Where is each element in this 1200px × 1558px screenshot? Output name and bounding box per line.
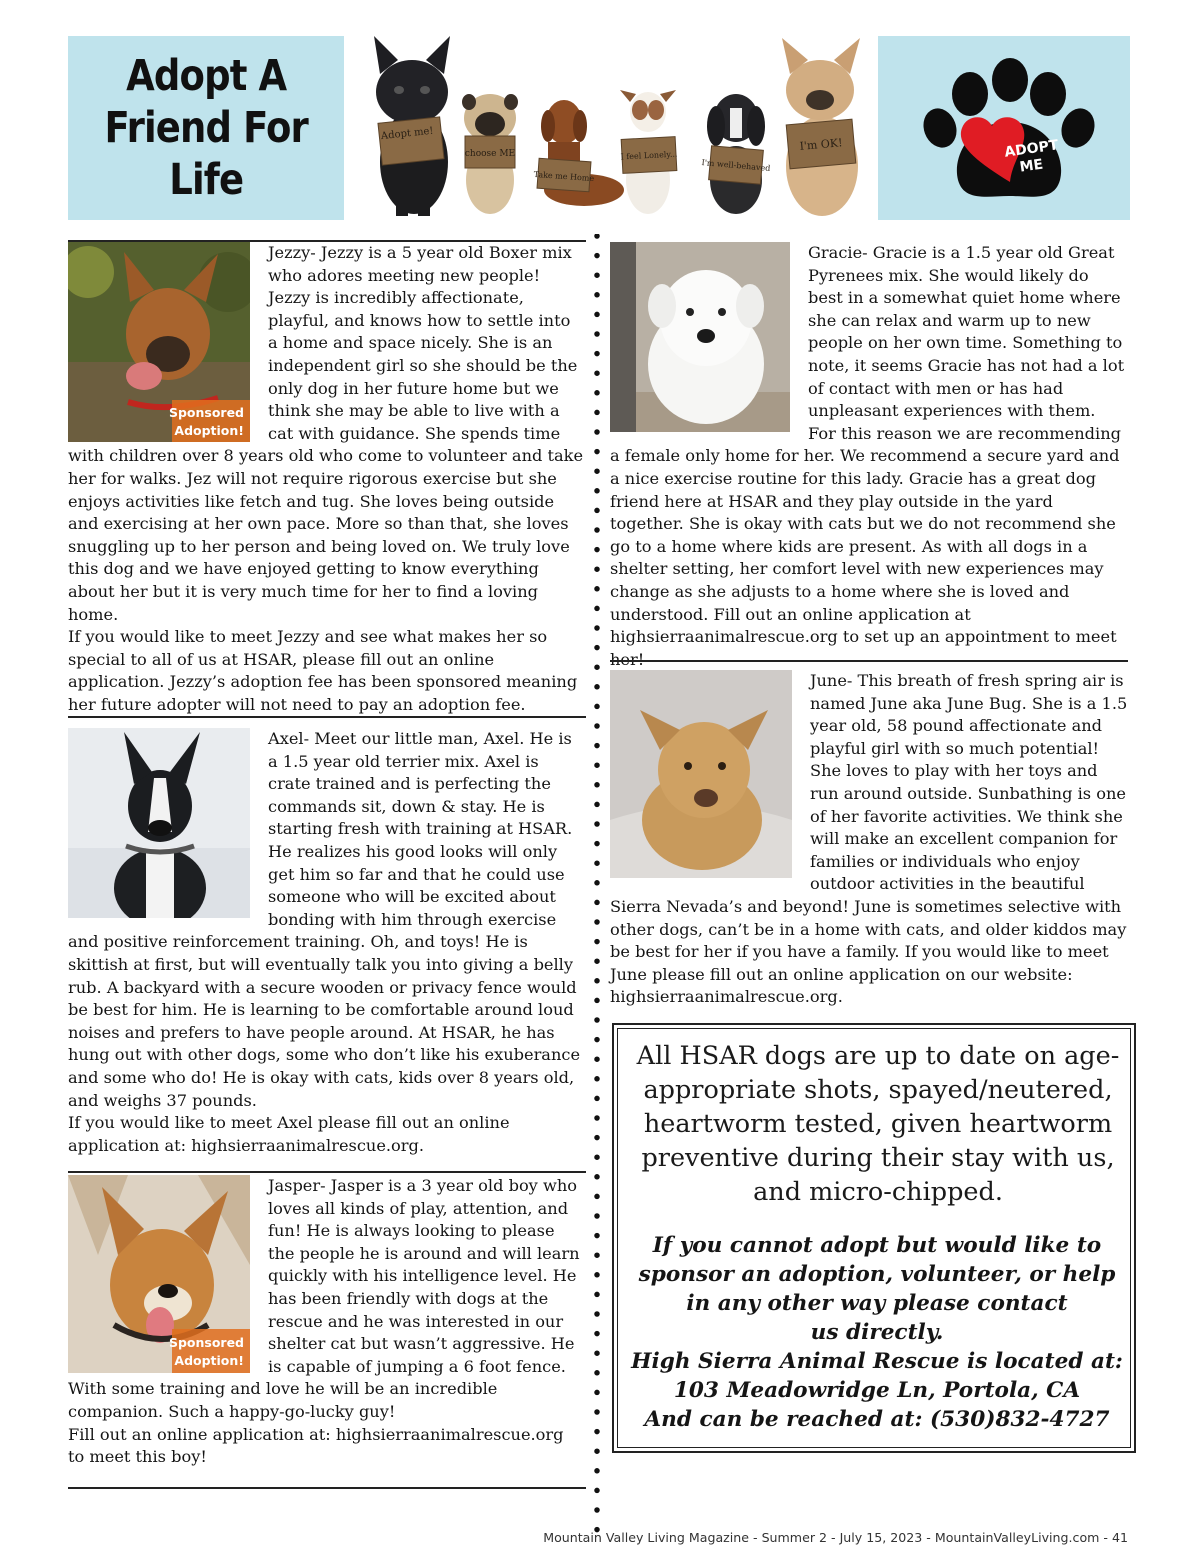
contact-info	[622, 1231, 1132, 1434]
header-title-box	[68, 36, 344, 220]
facts-line: preventive during their stay with us,	[641, 1143, 1115, 1173]
sponsored-label: Adoption!	[174, 1353, 244, 1368]
health-facts	[634, 1039, 1122, 1209]
title-line: Friend For	[104, 103, 308, 153]
pet-card-gracie	[610, 242, 1128, 671]
jasper-photo	[68, 1175, 250, 1373]
sign	[701, 146, 771, 184]
sign	[786, 119, 856, 169]
sign-text: choose ME	[464, 149, 516, 159]
page-footer: Mountain Valley Living Magazine - Summer 2 - July 15, 2023 - MountainValleyLiving.com - 41	[543, 1530, 1128, 1545]
dogs-with-signs-image	[352, 30, 874, 220]
contact-line: 103 Meadowridge Ln, Portola, CA	[673, 1378, 1081, 1403]
sponsored-label: Adoption!	[174, 423, 244, 438]
pet-card-jasper	[68, 1175, 584, 1469]
sign-text: I'm well-behaved	[701, 158, 771, 173]
section-divider	[68, 1487, 586, 1489]
june-description: June- This breath of fresh spring air is named June aka June Bug. She is a 1.5 year old, 58 pound affectionate and playful girl with so much potential! She loves to play with her toys and run around outside. Sunbathing is one of her favorite activities. We think she will make an excellent companion for families or individuals who enjoy outdoor activities in the beautiful Sierra Nevada’s and beyond! June is sometimes selective with other dogs, can’t be in a home with cats, and older kiddos may be best for her if you have a family. If you would like to meet June please fill out an online application on our website: highsierraanimalrescue.org.	[610, 671, 1128, 1007]
page-title	[104, 50, 307, 206]
contact-line: us directly.	[810, 1320, 944, 1345]
contact-line: And can be reached at: (530)832-4727	[644, 1407, 1110, 1432]
sign-text: I feel Lonely...	[620, 149, 678, 162]
sign	[620, 137, 677, 174]
pet-card-june	[610, 670, 1128, 1009]
sign-text: Adopt me!	[380, 125, 434, 143]
gracie-description: Gracie- Gracie is a 1.5 year old Great Pyrenees mix. She would likely do best in a somewhat quiet home where she can relax and warm up to new people on her own time. Something to note, it seems Gracie has not had a lot of contact with men or has had unpleasant experiences with them. For this reason we are recommending a female only home for her. We recommend a secure yard and a nice exercise routine for this lady. Gracie has a great dog friend here at HSAR and they play outside in the yard together. She is okay with cats but we do not recommend she go to a home where kids are present. As with all dogs in a shelter setting, her comfort level with new experiences may change as she adjusts to a home where she is loved and understood. Fill out an online application at highsierraanimalrescue.org to set up an appointment to meet her!	[610, 243, 1125, 669]
june-photo	[610, 670, 792, 878]
sign	[533, 158, 594, 192]
pet-card-jezzy	[68, 242, 584, 716]
jasper-description: Jasper- Jasper is a 3 year old boy who loves all kinds of play, attention, and fun! He is always looking to please the people he is around and will learn quickly with his intelligence level. He has been friendly with dogs at the rescue and he was interested in our shelter cat but wasn’t aggressive. He is capable of jumping a 6 foot fence. With some training and love he will be an incredible companion. Such a happy-go-lucky guy!	[68, 1176, 580, 1421]
badge-text: ME	[1018, 156, 1045, 176]
facts-line: All HSAR dogs are up to date on age-	[636, 1041, 1120, 1071]
axel-call-to-action: If you would like to meet Axel please fill out an online application at: highsierraanimalrescue.org.	[68, 1113, 510, 1155]
sponsored-label: Sponsored	[168, 405, 244, 420]
sign	[465, 136, 515, 168]
section-divider	[68, 1171, 586, 1173]
contact-line: in any other way please contact	[686, 1291, 1068, 1316]
title-line: Life	[169, 155, 243, 205]
title-line: Adopt A	[125, 51, 287, 101]
jezzy-photo	[68, 242, 250, 442]
section-divider	[610, 660, 1128, 662]
badge-text: ADOPT	[1003, 137, 1060, 161]
contact-line: sponsor an adoption, volunteer, or help	[638, 1262, 1116, 1287]
sign-text: Take me Home	[533, 169, 595, 184]
jezzy-description: Jezzy- Jezzy is a 5 year old Boxer mix who adores meeting new people! Jezzy is incredibly affectionate, playful, and knows how to settle into a home and space nicely. She is an independent girl so she should be the only dog in her future home but we think she may be able to live with a cat with guidance. She spends time with children over 8 years old who come to volunteer and take her for walks. Jez will not require rigorous exercise but she enjoys activities like fetch and tug. She loves being outside and exercising at her own pace. More so than that, she loves snuggling up to her person and being loved on. We truly love this dog and we have enjoyed getting to know everything about her but it is very much time for her to find a loving home.	[68, 243, 584, 624]
axel-photo	[68, 728, 250, 918]
gracie-photo	[610, 242, 790, 432]
adoption-info-box	[612, 1023, 1136, 1453]
adopt-me-paw-box	[878, 36, 1130, 220]
sign	[378, 117, 444, 165]
jasper-call-to-action: Fill out an online application at: highsierraanimalrescue.org to meet this boy!	[68, 1424, 564, 1467]
sponsored-label: Sponsored	[168, 1335, 244, 1350]
section-divider	[68, 716, 586, 718]
facts-line: appropriate shots, spayed/neutered,	[643, 1075, 1113, 1105]
contact-line: High Sierra Animal Rescue is located at:	[631, 1349, 1123, 1374]
sign-text: I'm OK!	[799, 136, 844, 153]
axel-description: Axel- Meet our little man, Axel. He is a 1.5 year old terrier mix. Axel is crate trained and is perfecting the commands sit, down & stay. He is starting fresh with training at HSAR. He realizes his good looks will only get him so far and that he could use someone who will be excited about bonding with him through exercise and positive reinforcement training. Oh, and toys! He is skittish at first, but will eventually talk you into giving a belly rub. A backyard with a secure wooden or privacy fence would be best for him. He is learning to be comfortable around loud noises and prefers to have people around. At HSAR, he has hung out with other dogs, some who don’t like his exuberance and some who do! He is okay with cats, kids over 8 years old, and weighs 37 pounds.	[68, 729, 581, 1110]
facts-line: and micro-chipped.	[753, 1177, 1003, 1207]
paw-print-icon	[878, 36, 1130, 220]
jezzy-call-to-action: If you would like to meet Jezzy and see what makes her so special to all of us at HSAR, please fill out an online application. Jezzy’s adoption fee has been sponsored meaning her future adopter will not need to pay an adoption fee.	[68, 627, 578, 714]
pet-card-axel	[68, 728, 584, 1157]
facts-line: heartworm tested, given heartworm	[643, 1109, 1113, 1139]
contact-line: If you cannot adopt but would like to	[652, 1233, 1102, 1258]
column-dotted-divider	[592, 234, 602, 1544]
